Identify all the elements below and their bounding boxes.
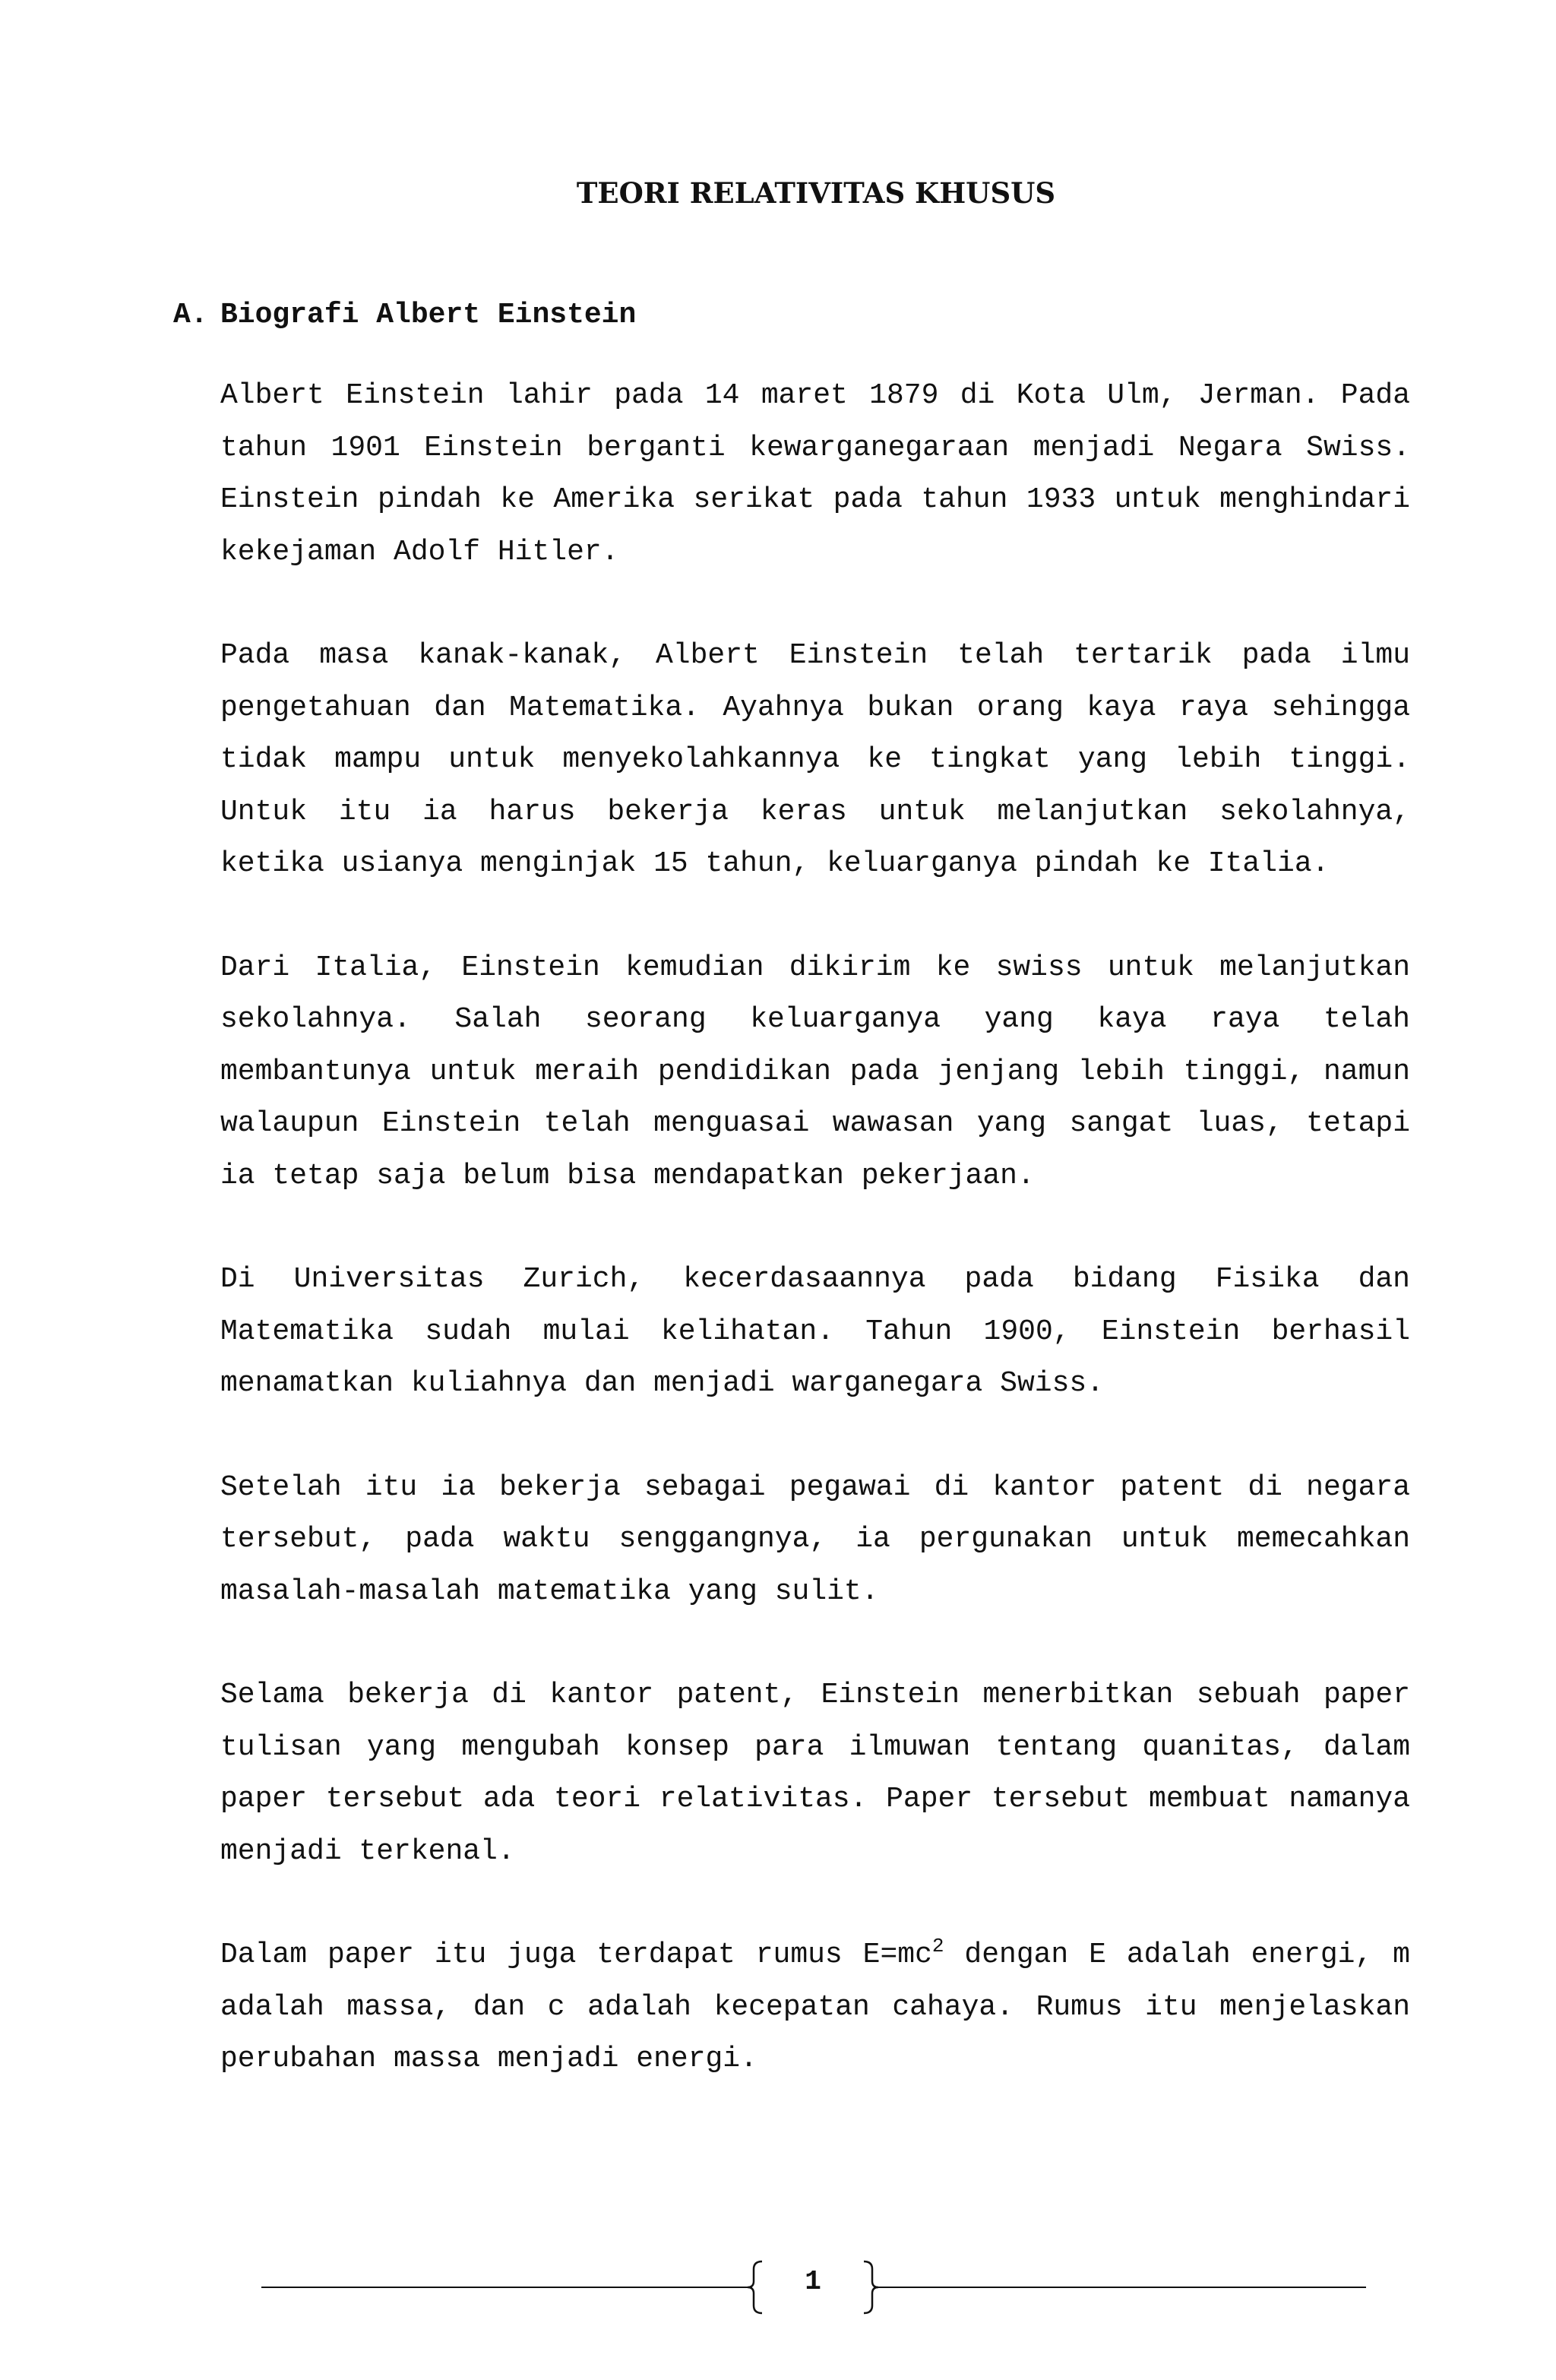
paragraph-zurich: Di Universitas Zurich, kecerdasaannya pada bidang Fisika dan Matematika sudah mulai kelihatan. Tahun 1900, Einstein berhasil menamatkan kuliahnya dan menjadi warganegara Swiss.: [220, 1263, 1410, 1400]
paragraph-paper: Selama bekerja di kantor patent, Einstein menerbitkan sebuah paper tulisan yang mengubah konsep para ilmuwan tentang quanitas, dalam paper tersebut ada teori relativitas. Paper tersebut membuat namanya menjadi terkenal.: [220, 1679, 1410, 1868]
paragraph-childhood: Pada masa kanak-kanak, Albert Einstein telah tertarik pada ilmu pengetahuan dan Matematika. Ayahnya bukan orang kaya raya sehingga tidak mampu untuk menyekolahkannya ke tingkat yang lebih tinggi. Untuk itu ia harus bekerja keras untuk melanjutkan sekolahnya, ketika usianya menginjak 15 tahun, keluarganya pindah ke Italia.: [220, 639, 1410, 880]
paragraph-birth: Albert Einstein lahir pada 14 maret 1879 di Kota Ulm, Jerman. Pada tahun 1901 Einstein berganti kewarganegaraan menjadi Negara Swiss. Einstein pindah ke Amerika serikat pada tahun 1933 untuk menghindari kekejaman Adolf Hitler.: [220, 379, 1410, 568]
section-letter: A.: [173, 299, 208, 331]
page-number: 1: [805, 2266, 821, 2297]
section-heading-text: Biografi Albert Einstein: [220, 299, 637, 331]
section-heading: [173, 299, 636, 331]
document-title: TEORI RELATIVITAS KHUSUS: [576, 176, 1056, 210]
formula-text-after: dengan E adalah energi, m adalah massa, dan c adalah kecepatan cahaya. Rumus itu menjelaskan perubahan massa menjadi energi.: [220, 1938, 1410, 2075]
body-text: [220, 370, 1410, 2138]
page-footer: [0, 2257, 1556, 2318]
paragraph-italy: Dari Italia, Einstein kemudian dikirim ke swiss untuk melanjutkan sekolahnya. Salah seorang keluarganya yang kaya raya telah membantunya untuk meraih pendidikan pada jenjang lebih tinggi, namun walaupun Einstein telah menguasai wawasan yang sangat luas, tetapi ia tetap saja belum bisa mendapatkan pekerjaan.: [220, 951, 1410, 1192]
footer-rule: [0, 2257, 1556, 2318]
left-brace-icon: [748, 2261, 762, 2313]
formula-text-before: Dalam paper itu juga terdapat rumus E=mc: [220, 1938, 932, 1971]
formula-superscript: 2: [931, 1935, 944, 1957]
paragraph-patent-office: Setelah itu ia bekerja sebagai pegawai di kantor patent di negara tersebut, pada waktu senggangnya, ia pergunakan untuk memecahkan masalah-masalah matematika yang sulit.: [220, 1470, 1410, 1608]
paragraph-formula: [220, 1929, 1410, 2086]
